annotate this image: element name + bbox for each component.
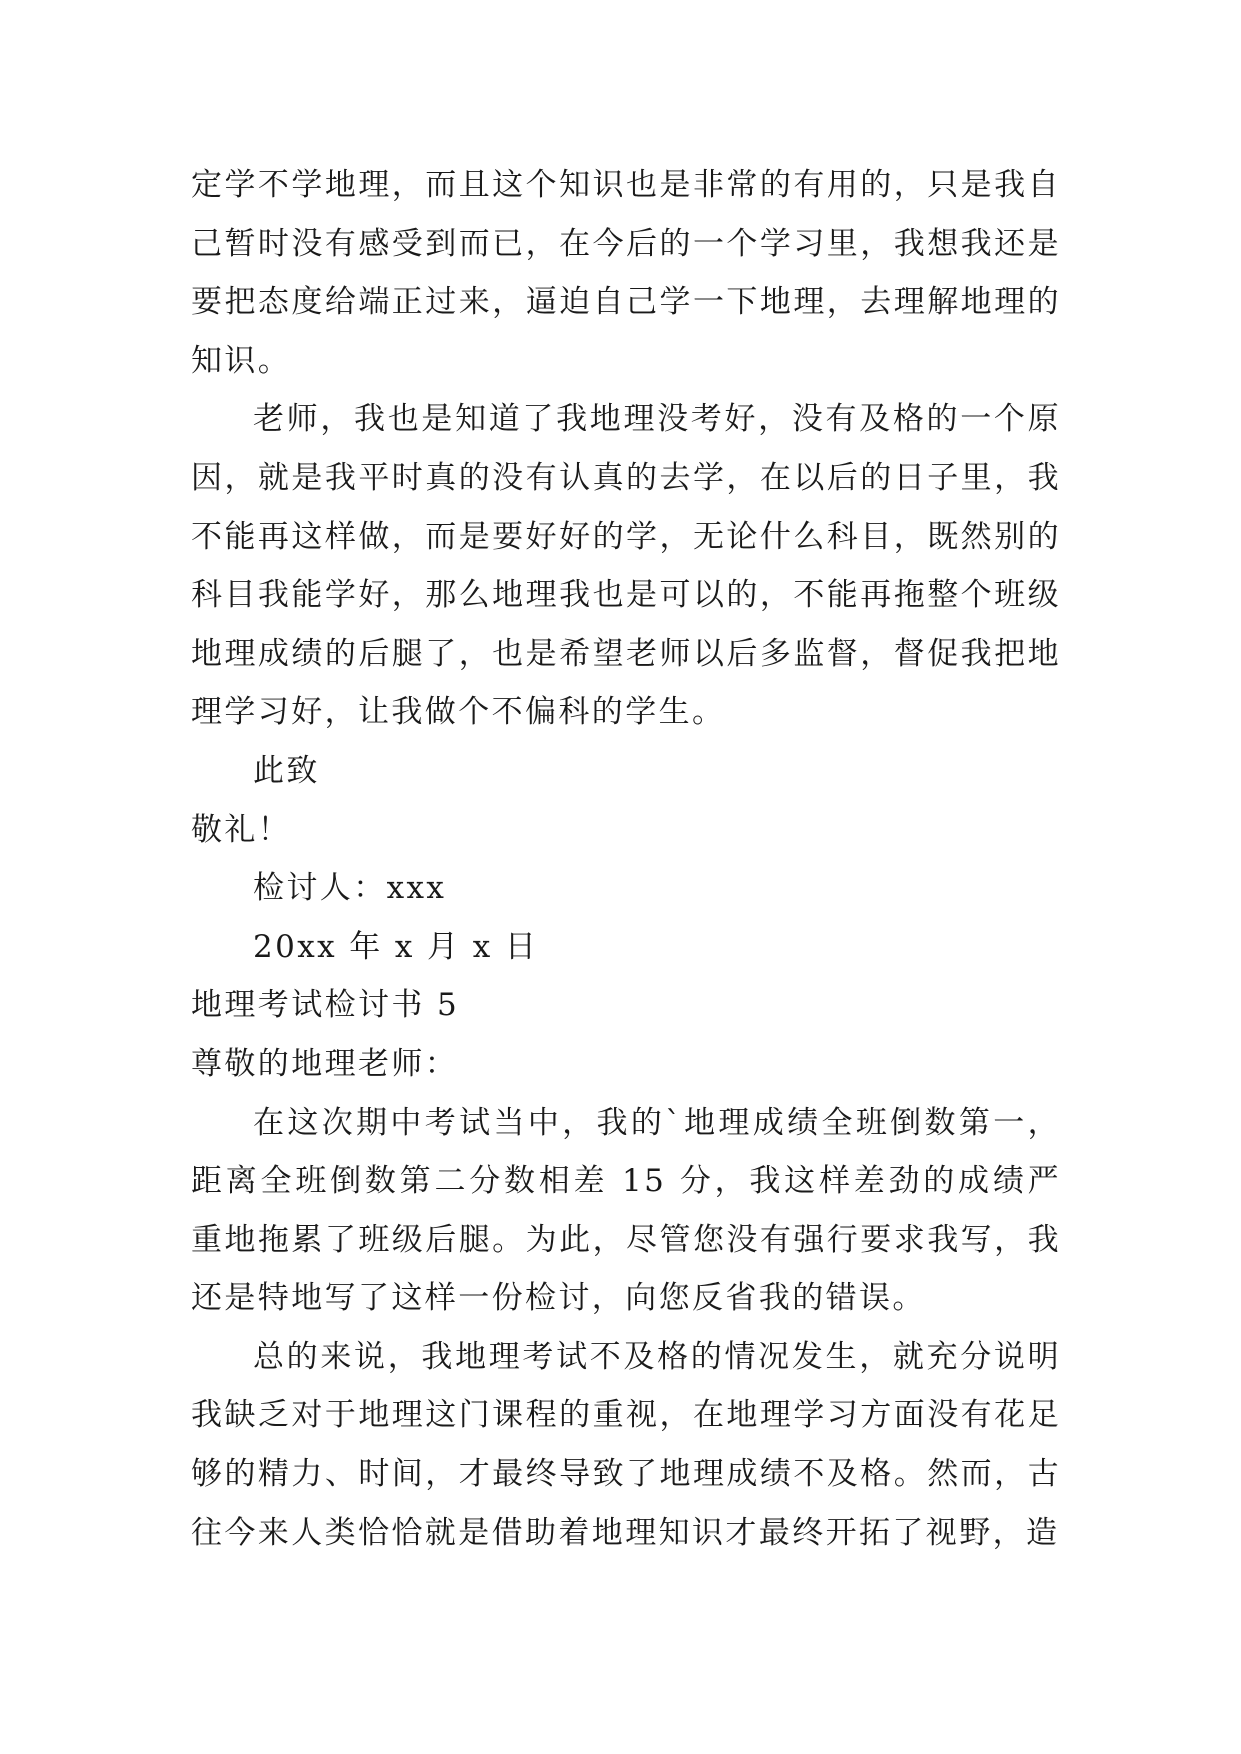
signature-line: 检讨人：xxx: [253, 870, 447, 907]
paragraph-intro: 在这次期中考试当中，我的`地理成绩全班倒数第一，距离全班倒数第二分数相差 15 分，我这样差劲的成绩严重地拖累了班级后腿。为此，尽管您没有强行要求我写，我还是特地写了这样一份检讨，向您反省我的错误。: [191, 1104, 1061, 1317]
paragraph-continuation: 定学不学地理，而且这个知识也是非常的有用的，只是我自己暂时没有感受到而已，在今后的一个学习里，我想我还是要把态度给端正过来，逼迫自己学一下地理，去理解地理的知识。: [191, 167, 1061, 379]
paragraph-reason: 老师，我也是知道了我地理没考好，没有及格的一个原因，就是我平时真的没有认真的去学，在以后的日子里，我不能再这样做，而是要好好的学，无论什么科目，既然别的科目我能学好，那么地理我也是可以的，不能再拖整个班级地理成绩的后腿了，也是希望老师以后多监督，督促我把地理学习好，让我做个不偏科的学生。: [191, 401, 1061, 731]
section-title: 地理考试检讨书 5: [191, 987, 460, 1024]
closing-regards: 敬礼！: [191, 811, 292, 848]
greeting: 尊敬的地理老师：: [191, 1045, 459, 1082]
paragraph-summary: 总的来说，我地理考试不及格的情况发生，就充分说明我缺乏对于地理这门课程的重视，在地理学习方面没有花足够的精力、时间，才最终导致了地理成绩不及格。然而，古往今来人类恰恰就是借助着地理知识才最终开拓了视野，造: [191, 1338, 1061, 1551]
closing-salutation: 此致: [253, 752, 320, 789]
document-body: [191, 156, 1061, 1562]
date-line: 20xx 年 x 月 x 日: [253, 928, 539, 965]
